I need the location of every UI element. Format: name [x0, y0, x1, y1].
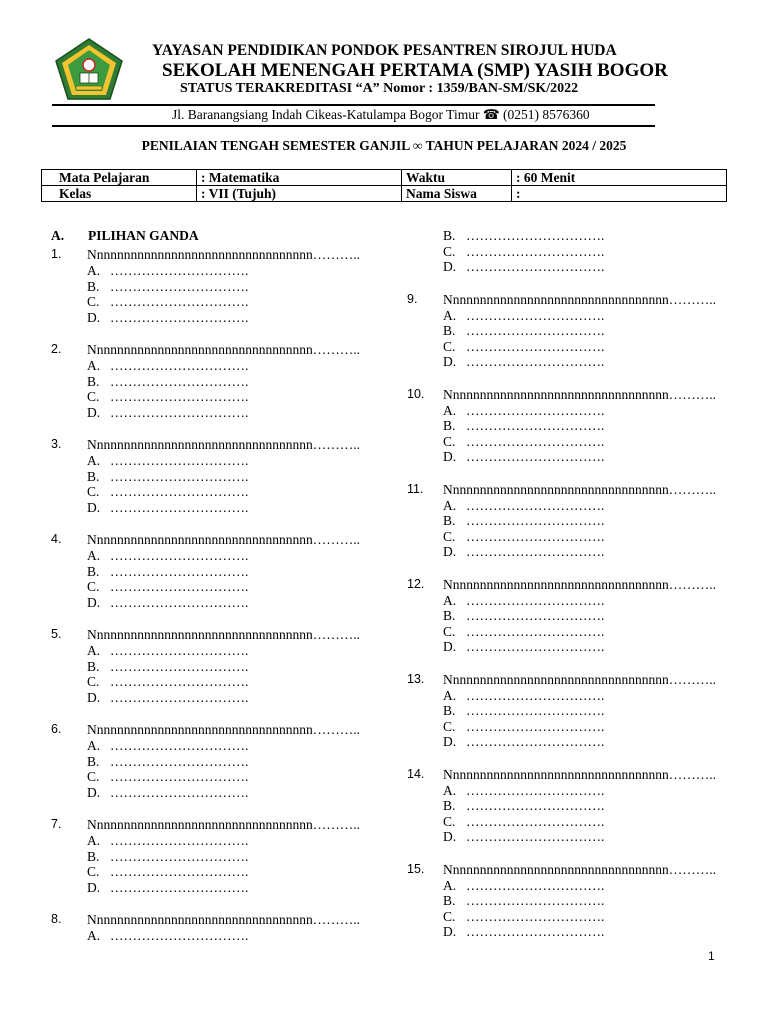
option-letter: C.: [443, 433, 456, 449]
question-number: 12.: [407, 576, 425, 591]
option-letter: D.: [87, 594, 101, 610]
answer-option: [443, 544, 737, 560]
option-letter: B.: [87, 468, 100, 484]
question-number: 15.: [407, 861, 425, 876]
question-text: Nnnnnnnnnnnnnnnnnnnnnnnnnnnnnnnnn………..: [87, 342, 360, 357]
answer-option: [443, 703, 737, 719]
option-letter: D.: [443, 734, 457, 749]
answer-option: [443, 608, 737, 624]
option-blank: ………………………….: [110, 404, 249, 420]
option-blank: ………………………….: [466, 782, 605, 798]
option-blank: ………………………….: [110, 643, 249, 658]
option-blank: ………………………….: [110, 309, 249, 325]
answer-option: [443, 449, 737, 465]
option-blank: ………………………….: [466, 402, 605, 418]
option-letter: B.: [87, 658, 100, 674]
answer-option: [443, 228, 737, 244]
option-letter: D.: [87, 879, 101, 895]
option-letter: B.: [87, 563, 100, 579]
answer-option: [87, 453, 381, 469]
option-blank: ………………………….: [466, 639, 605, 654]
question-item: [407, 292, 737, 370]
option-letter: A.: [87, 548, 101, 563]
school-address: Jl. Baranangsiang Indah Cikeas-Katulampa Bogor Timur ☎ (0251) 8576360: [172, 107, 590, 122]
answer-option: [443, 323, 737, 339]
option-blank: ………………………….: [466, 323, 605, 338]
answer-option: [443, 909, 737, 925]
page-number: 1: [708, 949, 715, 963]
option-letter: C.: [443, 813, 456, 829]
answer-option: [443, 308, 737, 324]
school-logo: [54, 37, 124, 101]
option-letter: C.: [443, 528, 456, 544]
option-letter: A.: [443, 307, 457, 323]
answer-option: [443, 893, 737, 909]
answer-option: [87, 374, 381, 390]
question-item: [407, 672, 737, 750]
question-number: 14.: [407, 766, 425, 781]
option-blank: ………………………….: [466, 449, 605, 464]
question-item: [51, 722, 381, 800]
section-title: PILIHAN GANDA: [88, 228, 199, 243]
answer-option: [87, 564, 381, 580]
answer-option: [443, 434, 737, 450]
answer-option: [87, 738, 381, 754]
option-blank: ………………………….: [110, 499, 249, 515]
option-blank: ………………………….: [110, 753, 249, 769]
answer-option: [443, 498, 737, 514]
option-blank: ………………………….: [466, 418, 605, 433]
question-text: Nnnnnnnnnnnnnnnnnnnnnnnnnnnnnnnnn………..: [87, 722, 360, 737]
option-letter: C.: [443, 338, 456, 354]
header-rule-top: [52, 104, 655, 106]
question-text: Nnnnnnnnnnnnnnnnnnnnnnnnnnnnnnnnn………..: [443, 671, 716, 687]
option-letter: C.: [443, 718, 456, 734]
option-letter: C.: [87, 484, 100, 499]
answer-option: [87, 880, 381, 896]
question-text: Nnnnnnnnnnnnnnnnnnnnnnnnnnnnnnnnn………..: [87, 627, 360, 642]
option-letter: B.: [443, 798, 456, 813]
option-letter: D.: [443, 449, 457, 464]
question-text: Nnnnnnnnnnnnnnnnnnnnnnnnnnnnnnnnn………..: [87, 247, 360, 262]
subject-label: Mata Pelajaran: [42, 170, 197, 186]
answer-option: [443, 639, 737, 655]
option-letter: B.: [443, 893, 456, 908]
option-blank: ………………………….: [110, 278, 249, 294]
answer-option: [443, 403, 737, 419]
option-blank: ………………………….: [466, 544, 605, 559]
option-letter: D.: [87, 499, 101, 515]
answer-option: [443, 513, 737, 529]
question-number: 13.: [407, 671, 425, 686]
time-value: : 60 Menit: [512, 170, 727, 186]
option-blank: ………………………….: [110, 689, 249, 705]
option-letter: D.: [87, 309, 101, 325]
student-name-value: :: [512, 186, 727, 202]
option-letter: D.: [443, 259, 457, 274]
option-letter: C.: [87, 294, 100, 309]
option-blank: ………………………….: [110, 294, 249, 309]
option-letter: C.: [443, 243, 456, 259]
answer-option: [87, 864, 381, 880]
option-letter: D.: [87, 689, 101, 705]
option-blank: ………………………….: [110, 864, 249, 879]
exam-info-table: [41, 169, 727, 202]
option-letter: A.: [87, 928, 101, 943]
option-blank: ………………………….: [466, 734, 605, 749]
answer-option: [443, 814, 737, 830]
option-blank: ………………………….: [110, 833, 249, 848]
question-item: [407, 482, 737, 560]
option-blank: ………………………….: [466, 608, 605, 623]
option-letter: B.: [443, 418, 456, 433]
question-text: Nnnnnnnnnnnnnnnnnnnnnnnnnnnnnnnnn………..: [443, 291, 716, 307]
option-letter: A.: [443, 782, 457, 798]
option-blank: ………………………….: [466, 687, 605, 703]
answer-option: [443, 924, 737, 940]
question-item: [407, 577, 737, 655]
question-text: Nnnnnnnnnnnnnnnnnnnnnnnnnnnnnnnnn………..: [443, 386, 716, 402]
option-blank: ………………………….: [466, 243, 605, 259]
question-number: 3.: [51, 437, 62, 451]
option-blank: ………………………….: [466, 718, 605, 734]
option-letter: A.: [443, 592, 457, 608]
option-blank: ………………………….: [466, 528, 605, 544]
option-letter: A.: [443, 497, 457, 513]
option-blank: ………………………….: [110, 848, 249, 864]
option-letter: D.: [87, 784, 101, 800]
option-letter: B.: [443, 608, 456, 623]
option-blank: ………………………….: [466, 338, 605, 354]
option-letter: C.: [87, 769, 100, 784]
answer-option: [87, 389, 381, 405]
answer-option: [87, 674, 381, 690]
question-number: 8.: [51, 912, 62, 926]
question-number: 4.: [51, 532, 62, 546]
answer-option: [87, 579, 381, 595]
answer-option: [87, 785, 381, 801]
answer-option: [87, 500, 381, 516]
question-item: [407, 387, 737, 465]
answer-option: [87, 833, 381, 849]
option-blank: ………………………….: [110, 738, 249, 753]
answer-option: [443, 354, 737, 370]
option-blank: ………………………….: [466, 924, 605, 939]
answer-option: [443, 798, 737, 814]
answer-option: [87, 659, 381, 675]
option-letter: B.: [443, 228, 456, 243]
answer-option: [443, 734, 737, 750]
question-item: [51, 627, 381, 705]
option-blank: ………………………….: [466, 893, 605, 908]
answer-option: [87, 690, 381, 706]
question-column-right: [407, 228, 737, 957]
option-blank: ………………………….: [466, 813, 605, 829]
question-column-left: [51, 247, 381, 961]
answer-option: [443, 418, 737, 434]
option-blank: ………………………….: [466, 798, 605, 813]
time-label: Waktu: [402, 170, 512, 186]
option-blank: ………………………….: [110, 658, 249, 674]
option-letter: C.: [87, 579, 100, 594]
option-blank: ………………………….: [110, 373, 249, 389]
answer-option: [87, 358, 381, 374]
option-blank: ………………………….: [466, 908, 605, 924]
question-item: [51, 817, 381, 895]
option-blank: ………………………….: [466, 354, 605, 369]
question-text: Nnnnnnnnnnnnnnnnnnnnnnnnnnnnnnnnn………..: [443, 861, 716, 877]
question-item: [51, 437, 381, 515]
option-blank: ………………………….: [110, 784, 249, 800]
foundation-name: YAYASAN PENDIDIKAN PONDOK PESANTREN SIROJUL HUDA: [152, 42, 617, 59]
answer-option: [87, 484, 381, 500]
answer-option: [443, 529, 737, 545]
option-letter: A.: [443, 402, 457, 418]
option-blank: ………………………….: [466, 259, 605, 274]
option-letter: A.: [87, 263, 101, 278]
question-number: 7.: [51, 817, 62, 831]
option-blank: ………………………….: [466, 433, 605, 449]
option-blank: ………………………….: [110, 453, 249, 468]
question-item: [51, 247, 381, 325]
class-value: : VII (Tujuh): [197, 186, 402, 202]
question-item: [407, 767, 737, 845]
option-letter: A.: [87, 643, 101, 658]
question-number: 2.: [51, 342, 62, 356]
answer-option: [87, 548, 381, 564]
option-letter: C.: [87, 674, 100, 689]
class-label: Kelas: [42, 186, 197, 202]
option-blank: ………………………….: [110, 928, 249, 943]
subject-value: : Matematika: [197, 170, 402, 186]
option-letter: A.: [443, 877, 457, 893]
option-letter: B.: [87, 373, 100, 389]
option-letter: C.: [443, 908, 456, 924]
student-name-label: Nama Siswa: [402, 186, 512, 202]
option-blank: ………………………….: [466, 497, 605, 513]
answer-option: [87, 469, 381, 485]
option-blank: ………………………….: [110, 563, 249, 579]
option-letter: B.: [87, 278, 100, 294]
answer-option: [87, 279, 381, 295]
option-blank: ………………………….: [110, 263, 249, 278]
answer-option: [443, 593, 737, 609]
option-letter: D.: [443, 639, 457, 654]
answer-option: [443, 719, 737, 735]
continued-options: [407, 228, 737, 275]
answer-option: [443, 259, 737, 275]
option-letter: A.: [87, 358, 101, 373]
question-item: [51, 532, 381, 610]
option-blank: ………………………….: [110, 468, 249, 484]
answer-option: [87, 310, 381, 326]
option-letter: D.: [443, 354, 457, 369]
option-blank: ………………………….: [110, 389, 249, 404]
option-blank: ………………………….: [110, 484, 249, 499]
answer-option: [87, 263, 381, 279]
option-letter: C.: [87, 864, 100, 879]
section-letter: A.: [51, 228, 65, 243]
exam-title: PENILAIAN TENGAH SEMESTER GANJIL ∞ TAHUN PELAJARAN 2024 / 2025: [141, 138, 627, 153]
option-letter: A.: [87, 453, 101, 468]
question-number: 11.: [407, 481, 424, 496]
answer-option: [443, 783, 737, 799]
option-blank: ………………………….: [110, 358, 249, 373]
option-letter: B.: [87, 848, 100, 864]
option-letter: B.: [443, 703, 456, 718]
option-blank: ………………………….: [110, 548, 249, 563]
option-letter: A.: [87, 738, 101, 753]
header-rule-bottom: [52, 125, 655, 127]
option-letter: B.: [443, 323, 456, 338]
answer-option: [87, 928, 381, 944]
option-blank: ………………………….: [466, 877, 605, 893]
question-text: Nnnnnnnnnnnnnnnnnnnnnnnnnnnnnnnnn………..: [87, 912, 360, 927]
option-blank: ………………………….: [110, 879, 249, 895]
answer-option: [87, 294, 381, 310]
question-text: Nnnnnnnnnnnnnnnnnnnnnnnnnnnnnnnnn………..: [87, 437, 360, 452]
answer-option: [443, 244, 737, 260]
question-item: [407, 862, 737, 940]
option-blank: ………………………….: [110, 769, 249, 784]
option-letter: B.: [87, 753, 100, 769]
option-letter: D.: [443, 829, 457, 844]
question-text: Nnnnnnnnnnnnnnnnnnnnnnnnnnnnnnnnn………..: [443, 576, 716, 592]
answer-option: [87, 595, 381, 611]
answer-option: [443, 624, 737, 640]
answer-option: [443, 829, 737, 845]
accreditation-status: STATUS TERAKREDITASI “A” Nomor : 1359/BAN-SM/SK/2022: [180, 81, 579, 96]
answer-option: [87, 754, 381, 770]
option-letter: D.: [87, 404, 101, 420]
answer-option: [443, 688, 737, 704]
section-heading: [51, 228, 199, 244]
option-blank: ………………………….: [110, 674, 249, 689]
question-text: Nnnnnnnnnnnnnnnnnnnnnnnnnnnnnnnnn………..: [443, 481, 716, 497]
question-item: [51, 912, 381, 944]
option-blank: ………………………….: [466, 513, 605, 528]
school-name: SEKOLAH MENENGAH PERTAMA (SMP) YASIH BOGOR: [162, 60, 668, 81]
option-blank: ………………………….: [110, 579, 249, 594]
option-letter: C.: [443, 623, 456, 639]
option-letter: A.: [87, 833, 101, 848]
answer-option: [87, 769, 381, 785]
question-text: Nnnnnnnnnnnnnnnnnnnnnnnnnnnnnnnnn………..: [87, 532, 360, 547]
option-blank: ………………………….: [466, 829, 605, 844]
answer-option: [87, 405, 381, 421]
option-blank: ………………………….: [466, 592, 605, 608]
answer-option: [87, 849, 381, 865]
option-letter: D.: [443, 544, 457, 559]
option-blank: ………………………….: [466, 228, 605, 243]
option-letter: B.: [443, 513, 456, 528]
question-text: Nnnnnnnnnnnnnnnnnnnnnnnnnnnnnnnnn………..: [87, 817, 360, 832]
option-blank: ………………………….: [110, 594, 249, 610]
question-item: [51, 342, 381, 420]
option-blank: ………………………….: [466, 307, 605, 323]
option-blank: ………………………….: [466, 703, 605, 718]
option-letter: A.: [443, 687, 457, 703]
answer-option: [443, 878, 737, 894]
answer-option: [87, 643, 381, 659]
question-number: 5.: [51, 627, 62, 641]
question-number: 9.: [407, 291, 418, 306]
question-number: 6.: [51, 722, 62, 736]
question-number: 10.: [407, 386, 425, 401]
answer-option: [443, 339, 737, 355]
option-letter: C.: [87, 389, 100, 404]
option-blank: ………………………….: [466, 623, 605, 639]
question-text: Nnnnnnnnnnnnnnnnnnnnnnnnnnnnnnnnn………..: [443, 766, 716, 782]
question-number: 1.: [51, 247, 62, 261]
option-letter: D.: [443, 924, 457, 939]
